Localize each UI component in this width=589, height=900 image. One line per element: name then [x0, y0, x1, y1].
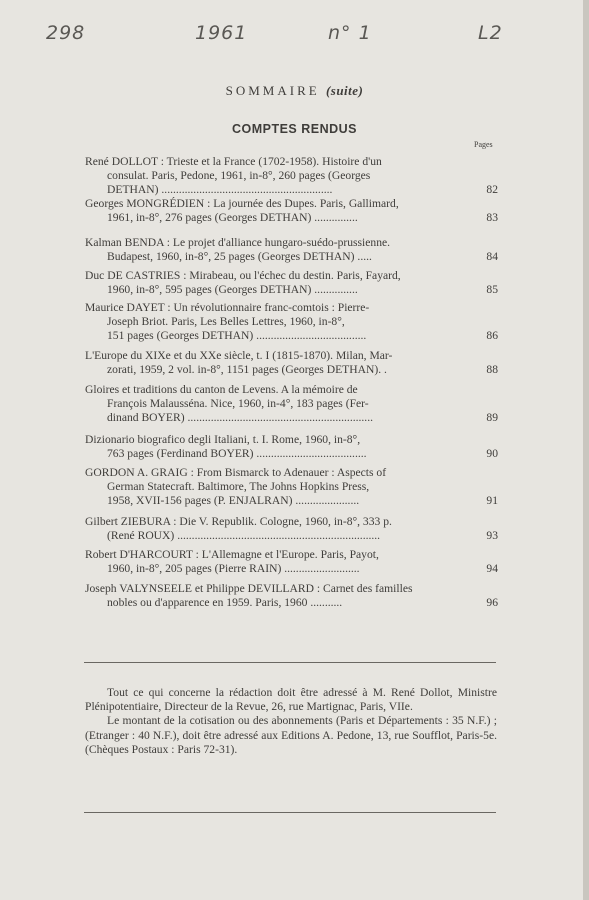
review-entry [85, 269, 461, 297]
entry-page-number: 82 [486, 183, 498, 196]
entry-line: L'Europe du XIXe et du XXe siècle, t. I (1815-1870). Milan, Mar- [85, 349, 393, 362]
entry-page-number: 89 [486, 411, 498, 424]
editorial-note: Tout ce qui concerne la rédaction doit être adressé à M. René Dollot, Ministre Plénipotentiaire, Directeur de la Revue, 26, rue Martignac, Paris, VIIe. [85, 686, 497, 714]
review-entry [85, 349, 461, 377]
sommaire-label: SOMMAIRE [225, 83, 320, 98]
entry-page-number: 85 [486, 283, 498, 296]
entry-line: dinand BOYER) ................................................................ [107, 411, 374, 424]
entry-line: Kalman BENDA : Le projet d'alliance hungaro-suédo-prussienne. [85, 236, 391, 249]
entry-line: 1958, XVII-156 pages (P. ENJALRAN) ...................... [107, 494, 360, 507]
entry-line: 1961, in-8°, 276 pages (Georges DETHAN) ............... [107, 211, 358, 224]
entry-line: Joseph VALYNSEELE et Philippe DEVILLARD : Carnet des familles [85, 582, 413, 595]
pages-column-header: Pages [474, 140, 493, 149]
entry-line: 763 pages (Ferdinand BOYER) ...................................... [107, 447, 367, 460]
sommaire-suite: (suite) [325, 83, 364, 98]
entry-line: (René ROUX) ...................................................................... [107, 529, 381, 542]
entry-line: Duc DE CASTRIES : Mirabeau, ou l'échec du destin. Paris, Fayard, [85, 269, 401, 282]
entry-line: zorati, 1959, 2 vol. in-8°, 1151 pages (Georges DETHAN). . [107, 363, 387, 376]
entry-line: nobles ou d'apparence en 1959. Paris, 1960 ........... [107, 596, 343, 609]
review-entry [85, 582, 461, 610]
entry-line: Dizionario biografico degli Italiani, t. I. Rome, 1960, in-8°, [85, 433, 361, 446]
entry-page-number: 94 [486, 562, 498, 575]
entry-line: François Malausséna. Nice, 1960, in-4°, 183 pages (Fer- [107, 397, 369, 410]
review-entry [85, 301, 461, 343]
entry-page-number: 93 [486, 529, 498, 542]
notes-block [85, 686, 497, 757]
entry-line: Budapest, 1960, in-8°, 25 pages (Georges DETHAN) ..... [107, 250, 372, 263]
entry-page-number: 90 [486, 447, 498, 460]
entry-line: Georges MONGRÉDIEN : La journée des Dupes. Paris, Gallimard, [85, 197, 399, 210]
entry-page-number: 91 [486, 494, 498, 507]
review-entry [85, 466, 461, 508]
entry-line: Joseph Briot. Paris, Les Belles Lettres, 1960, in-8°, [107, 315, 345, 328]
review-entry [85, 548, 461, 576]
entry-line: 1960, in-8°, 205 pages (Pierre RAIN) .......................... [107, 562, 360, 575]
handwritten-year: 1961 [195, 22, 248, 44]
entry-line: René DOLLOT : Trieste et la France (1702-1958). Histoire d'un [85, 155, 382, 168]
entry-line: 151 pages (Georges DETHAN) ...................................... [107, 329, 367, 342]
entry-page-number: 88 [486, 363, 498, 376]
entry-line: consulat. Paris, Pedone, 1961, in-8°, 260 pages (Georges [107, 169, 371, 182]
divider-bottom [84, 812, 496, 813]
handwritten-code: L2 [478, 22, 503, 44]
entry-line: Gilbert ZIEBURA : Die V. Republik. Cologne, 1960, in-8°, 333 p. [85, 515, 392, 528]
subscription-note: Le montant de la cotisation ou des abonnements (Paris et Départements : 35 N.F.) ; (Etranger : 40 N.F.), doit être adressé aux Editions A. Pedone, 13, rue Soufflot, Paris-5e. (Chèques Postaux : Paris 72-31). [85, 714, 497, 756]
handwritten-issue: n° 1 [328, 22, 372, 44]
divider-top [84, 662, 496, 663]
entry-page-number: 84 [486, 250, 498, 263]
entry-line: GORDON A. GRAIG : From Bismarck to Adenauer : Aspects of [85, 466, 387, 479]
entry-page-number: 96 [486, 596, 498, 609]
review-entry [85, 236, 461, 264]
entry-line: Gloires et traditions du canton de Levens. A la mémoire de [85, 383, 358, 396]
review-entry [85, 155, 461, 197]
entry-line: German Statecraft. Baltimore, The Johns Hopkins Press, [107, 480, 370, 493]
sommaire-heading [0, 83, 589, 99]
review-entry [85, 433, 461, 461]
review-entry [85, 383, 461, 425]
review-entry [85, 197, 461, 225]
section-title: COMPTES RENDUS [231, 122, 358, 136]
entry-line: 1960, in-8°, 595 pages (Georges DETHAN) ............... [107, 283, 358, 296]
entry-line: DETHAN) ........................................................... [107, 183, 333, 196]
entry-page-number: 86 [486, 329, 498, 342]
entry-page-number: 83 [486, 211, 498, 224]
handwritten-number: 298 [46, 22, 86, 44]
entry-line: Maurice DAYET : Un révolutionnaire franc-comtois : Pierre- [85, 301, 370, 314]
entry-line: Robert D'HARCOURT : L'Allemagne et l'Europe. Paris, Payot, [85, 548, 379, 561]
review-entry [85, 515, 461, 543]
